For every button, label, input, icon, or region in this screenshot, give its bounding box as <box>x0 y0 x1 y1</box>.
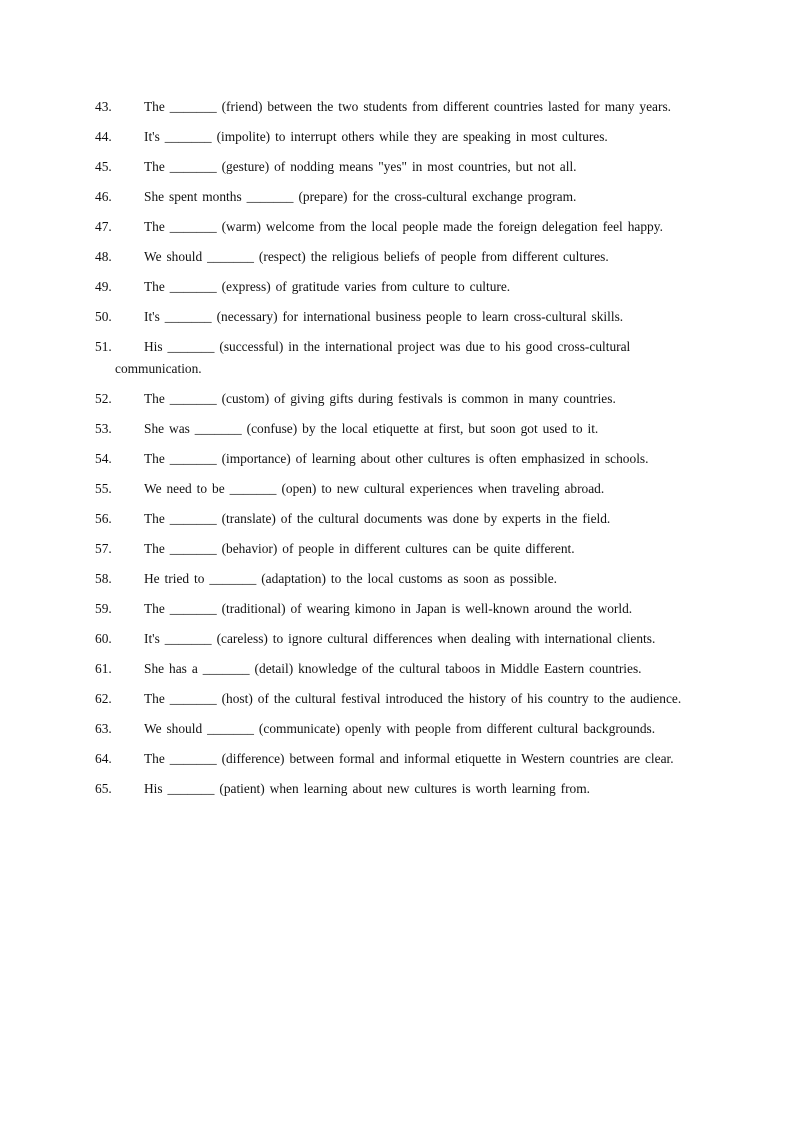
item-text: The _______ (importance) of learning about other cultures is often emphasized in schools. <box>144 451 649 466</box>
exercise-item <box>95 186 705 208</box>
item-number: 49. <box>95 279 112 294</box>
exercise-item <box>95 126 705 148</box>
item-text: The _______ (traditional) of wearing kimono in Japan is well-known around the world. <box>144 601 633 616</box>
exercise-item <box>95 718 705 740</box>
exercise-item <box>95 568 705 590</box>
exercise-item <box>95 418 705 440</box>
item-text: His _______ (successful) in the international project was due to his good cross-cultural communication. <box>115 339 631 376</box>
exercise-item <box>95 478 705 500</box>
item-number: 65. <box>95 781 112 796</box>
item-number: 51. <box>95 339 112 354</box>
exercise-item <box>95 388 705 410</box>
item-number: 43. <box>95 99 112 114</box>
item-text: It's _______ (impolite) to interrupt others while they are speaking in most cultures. <box>144 129 608 144</box>
item-number: 58. <box>95 571 112 586</box>
exercise-item <box>95 246 705 268</box>
item-text: She spent months _______ (prepare) for the cross-cultural exchange program. <box>144 189 577 204</box>
exercise-list <box>95 96 705 808</box>
item-text: We need to be _______ (open) to new cultural experiences when traveling abroad. <box>144 481 605 496</box>
exercise-item <box>95 306 705 328</box>
item-text: She has a _______ (detail) knowledge of the cultural taboos in Middle Eastern countries. <box>144 661 642 676</box>
item-number: 60. <box>95 631 112 646</box>
item-text: The _______ (host) of the cultural festival introduced the history of his country to the audience. <box>144 691 682 706</box>
item-text: He tried to _______ (adaptation) to the local customs as soon as possible. <box>144 571 558 586</box>
item-number: 53. <box>95 421 112 436</box>
item-number: 64. <box>95 751 112 766</box>
exercise-item <box>95 276 705 298</box>
item-text: We should _______ (respect) the religious beliefs of people from different cultures. <box>144 249 609 264</box>
exercise-item <box>95 216 705 238</box>
exercise-item <box>95 688 705 710</box>
exercise-item <box>95 156 705 178</box>
item-number: 52. <box>95 391 112 406</box>
item-text: It's _______ (careless) to ignore cultural differences when dealing with international clients. <box>144 631 656 646</box>
item-number: 57. <box>95 541 112 556</box>
item-number: 61. <box>95 661 112 676</box>
item-text: The _______ (translate) of the cultural documents was done by experts in the field. <box>144 511 611 526</box>
item-text: We should _______ (communicate) openly with people from different cultural backgrounds. <box>144 721 656 736</box>
item-number: 45. <box>95 159 112 174</box>
item-text: The _______ (warm) welcome from the local people made the foreign delegation feel happy. <box>144 219 663 234</box>
item-number: 48. <box>95 249 112 264</box>
item-number: 56. <box>95 511 112 526</box>
exercise-item <box>95 508 705 530</box>
exercise-item <box>95 448 705 470</box>
item-number: 59. <box>95 601 112 616</box>
item-text: The _______ (friend) between the two students from different countries lasted for many years. <box>144 99 672 114</box>
item-number: 54. <box>95 451 112 466</box>
item-number: 44. <box>95 129 112 144</box>
exercise-item <box>95 538 705 560</box>
item-number: 46. <box>95 189 112 204</box>
item-number: 47. <box>95 219 112 234</box>
item-text: The _______ (behavior) of people in different cultures can be quite different. <box>144 541 575 556</box>
exercise-item <box>95 96 705 118</box>
item-number: 50. <box>95 309 112 324</box>
item-text: The _______ (express) of gratitude varies from culture to culture. <box>144 279 511 294</box>
exercise-item <box>95 598 705 620</box>
item-text: The _______ (gesture) of nodding means "yes" in most countries, but not all. <box>144 159 577 174</box>
item-text: It's _______ (necessary) for international business people to learn cross-cultural skills. <box>144 309 624 324</box>
exercise-item <box>95 628 705 650</box>
item-number: 63. <box>95 721 112 736</box>
exercise-item <box>95 778 705 800</box>
exercise-item <box>95 748 705 770</box>
item-number: 62. <box>95 691 112 706</box>
item-text: The _______ (difference) between formal and informal etiquette in Western countries are clear. <box>144 751 674 766</box>
exercise-item <box>95 658 705 680</box>
item-text: She was _______ (confuse) by the local etiquette at first, but soon got used to it. <box>144 421 599 436</box>
item-number: 55. <box>95 481 112 496</box>
item-text: His _______ (patient) when learning about new cultures is worth learning from. <box>144 781 590 796</box>
exercise-item <box>95 336 705 380</box>
item-text: The _______ (custom) of giving gifts during festivals is common in many countries. <box>144 391 616 406</box>
